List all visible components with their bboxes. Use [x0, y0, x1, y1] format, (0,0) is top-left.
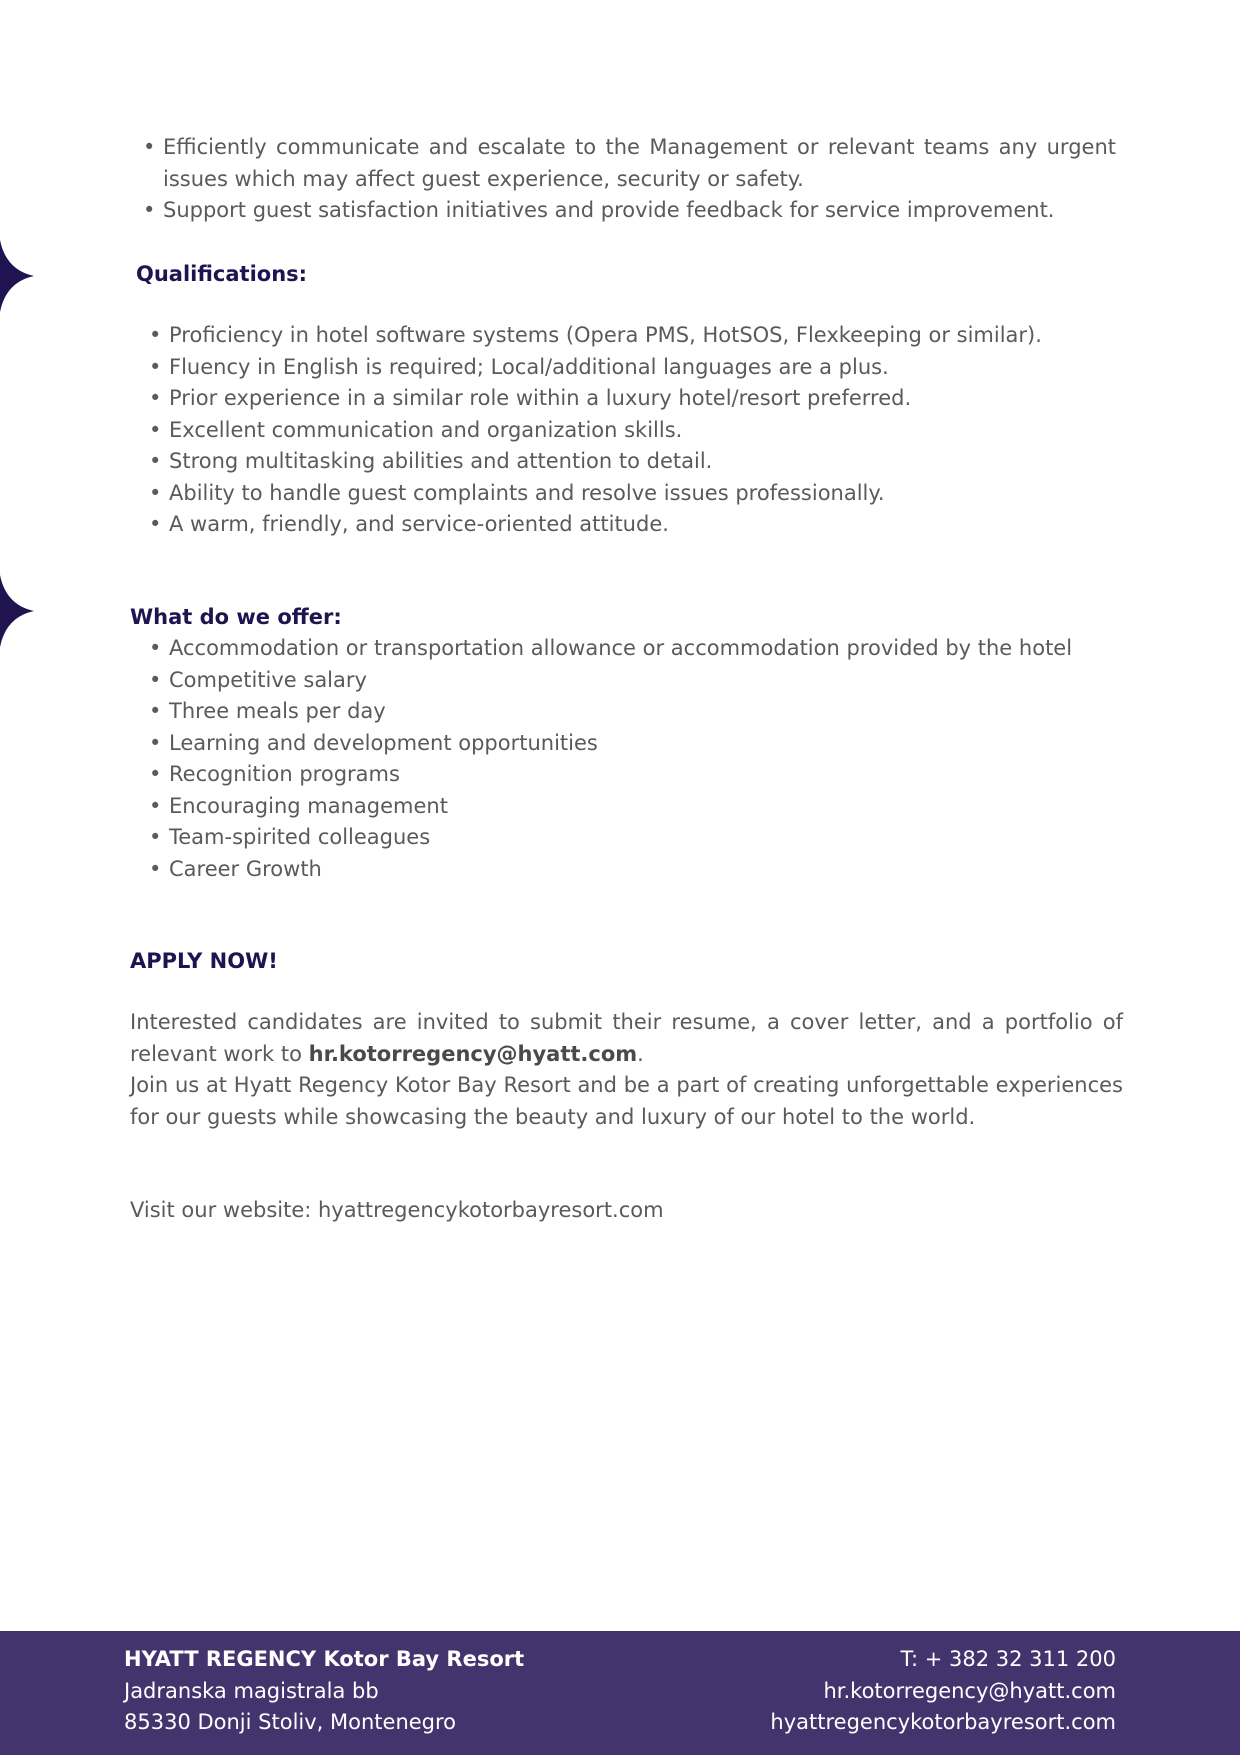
list-item: • Recognition programs: [169, 759, 1123, 791]
list-item: • Encouraging management: [169, 791, 1123, 823]
list-item: • Career Growth: [169, 854, 1123, 886]
list-item: • A warm, friendly, and service-oriented attitude.: [169, 509, 1089, 541]
apply-heading: APPLY NOW!: [130, 949, 278, 973]
list-item: • Accommodation or transportation allowance or accommodation provided by the hotel: [169, 633, 1123, 665]
offer-heading: What do we offer:: [130, 605, 342, 629]
list-item: • Prior experience in a similar role within a luxury hotel/resort preferred.: [169, 383, 1089, 415]
footer: [0, 1631, 1240, 1755]
website-line: Visit our website: hyattregencykotorbayresort.com: [130, 1198, 664, 1222]
list-item: • Strong multitasking abilities and attention to detail.: [169, 446, 1089, 478]
instructions-suffix: .: [637, 1041, 644, 1066]
footer-phone: T: + 382 32 311 200: [900, 1647, 1116, 1671]
list-item: • Competitive salary: [169, 665, 1123, 697]
list-item: • Efficiently communicate and escalate to the Management or relevant teams any urgent issues which may affect guest experience, security or safety.: [163, 132, 1116, 195]
list-item: • Team-spirited colleagues: [169, 822, 1123, 854]
offer-list: [169, 633, 1123, 885]
address-line-1: Jadranska magistrala bb: [124, 1678, 379, 1703]
address-line-2: 85330 Donji Stoliv, Montenegro: [124, 1710, 457, 1734]
list-item: • Ability to handle guest complaints and resolve issues professionally.: [169, 478, 1089, 510]
responsibilities-list: [163, 132, 1116, 227]
decorative-star-shape: [0, 571, 34, 651]
application-email[interactable]: hr.kotorregency@hyatt.com: [308, 1041, 638, 1066]
join-paragraph: Join us at Hyatt Regency Kotor Bay Resort and be a part of creating unforgettable experiences for our guests while showcasing the beauty and luxury of our hotel to the world.: [130, 1073, 1123, 1129]
footer-address-block: [124, 1644, 524, 1739]
footer-contact-block: [770, 1644, 1116, 1739]
footer-website[interactable]: hyattregencykotorbayresort.com: [770, 1710, 1116, 1734]
list-item: • Proficiency in hotel software systems (Opera PMS, HotSOS, Flexkeeping or similar).: [169, 320, 1089, 352]
instructions-text: Interested candidates are invited to submit their resume, a cover letter, and a portfolio of relevant work to: [130, 1010, 1123, 1066]
footer-email[interactable]: hr.kotorregency@hyatt.com: [823, 1678, 1116, 1703]
list-item: • Excellent communication and organization skills.: [169, 415, 1089, 447]
decorative-star-shape: [0, 236, 34, 316]
application-instructions: [130, 1007, 1123, 1070]
list-item: • Learning and development opportunities: [169, 728, 1123, 760]
list-item: • Three meals per day: [169, 696, 1123, 728]
list-item: • Support guest satisfaction initiatives and provide feedback for service improvement.: [163, 195, 1116, 227]
qualifications-list: [169, 320, 1089, 541]
list-item: • Fluency in English is required; Local/additional languages are a plus.: [169, 352, 1089, 384]
qualifications-heading: Qualifications:: [136, 262, 308, 286]
hotel-name: HYATT REGENCY Kotor Bay Resort: [124, 1647, 525, 1671]
